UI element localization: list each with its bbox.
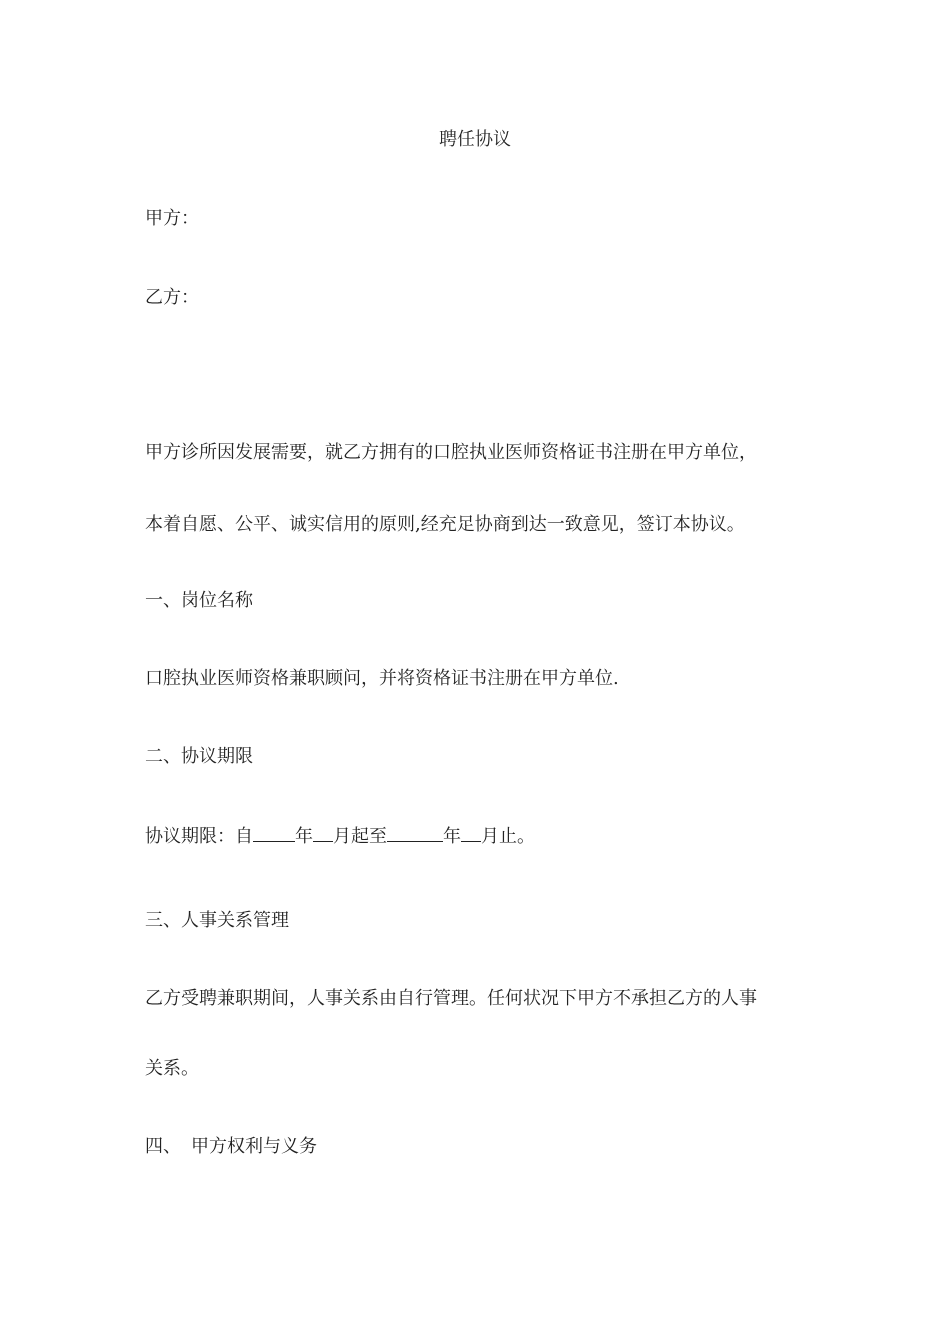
intro-paragraph-line-2: 本着自愿、公平、诚实信用的原则,经充足协商到达一致意见，签订本协议。 (145, 514, 745, 535)
term-month-label-1: 月起至 (333, 826, 387, 847)
end-month-blank[interactable] (461, 823, 481, 842)
section-3-heading: 三、人事关系管理 (145, 910, 289, 931)
section-3-body-line-2: 关系。 (145, 1058, 199, 1079)
start-month-blank[interactable] (313, 823, 333, 842)
party-a-label: 甲方： (145, 208, 199, 229)
document-title: 聘任协议 (439, 129, 511, 150)
section-4-number: 四、 (145, 1136, 181, 1157)
term-year-label-2: 年 (443, 826, 461, 847)
section-4-heading (145, 1135, 317, 1159)
intro-paragraph-line-1: 甲方诊所因发展需要，就乙方拥有的口腔执业医师资格证书注册在甲方单位， (145, 442, 757, 463)
party-b-label: 乙方： (145, 287, 199, 308)
term-month-label-2: 月止。 (481, 826, 535, 847)
term-prefix: 协议期限：自 (145, 826, 253, 847)
section-4-title: 甲方权利与义务 (191, 1136, 317, 1157)
end-year-blank[interactable] (387, 823, 443, 842)
section-3-body-line-1: 乙方受聘兼职期间，人事关系由自行管理。任何状况下甲方不承担乙方的人事 (145, 988, 757, 1009)
term-year-label-1: 年 (295, 826, 313, 847)
section-1-body: 口腔执业医师资格兼职顾问，并将资格证书注册在甲方单位. (145, 668, 619, 689)
start-year-blank[interactable] (253, 823, 295, 842)
section-1-heading: 一、岗位名称 (145, 590, 253, 611)
section-2-heading: 二、协议期限 (145, 746, 253, 767)
term-line (145, 823, 535, 849)
